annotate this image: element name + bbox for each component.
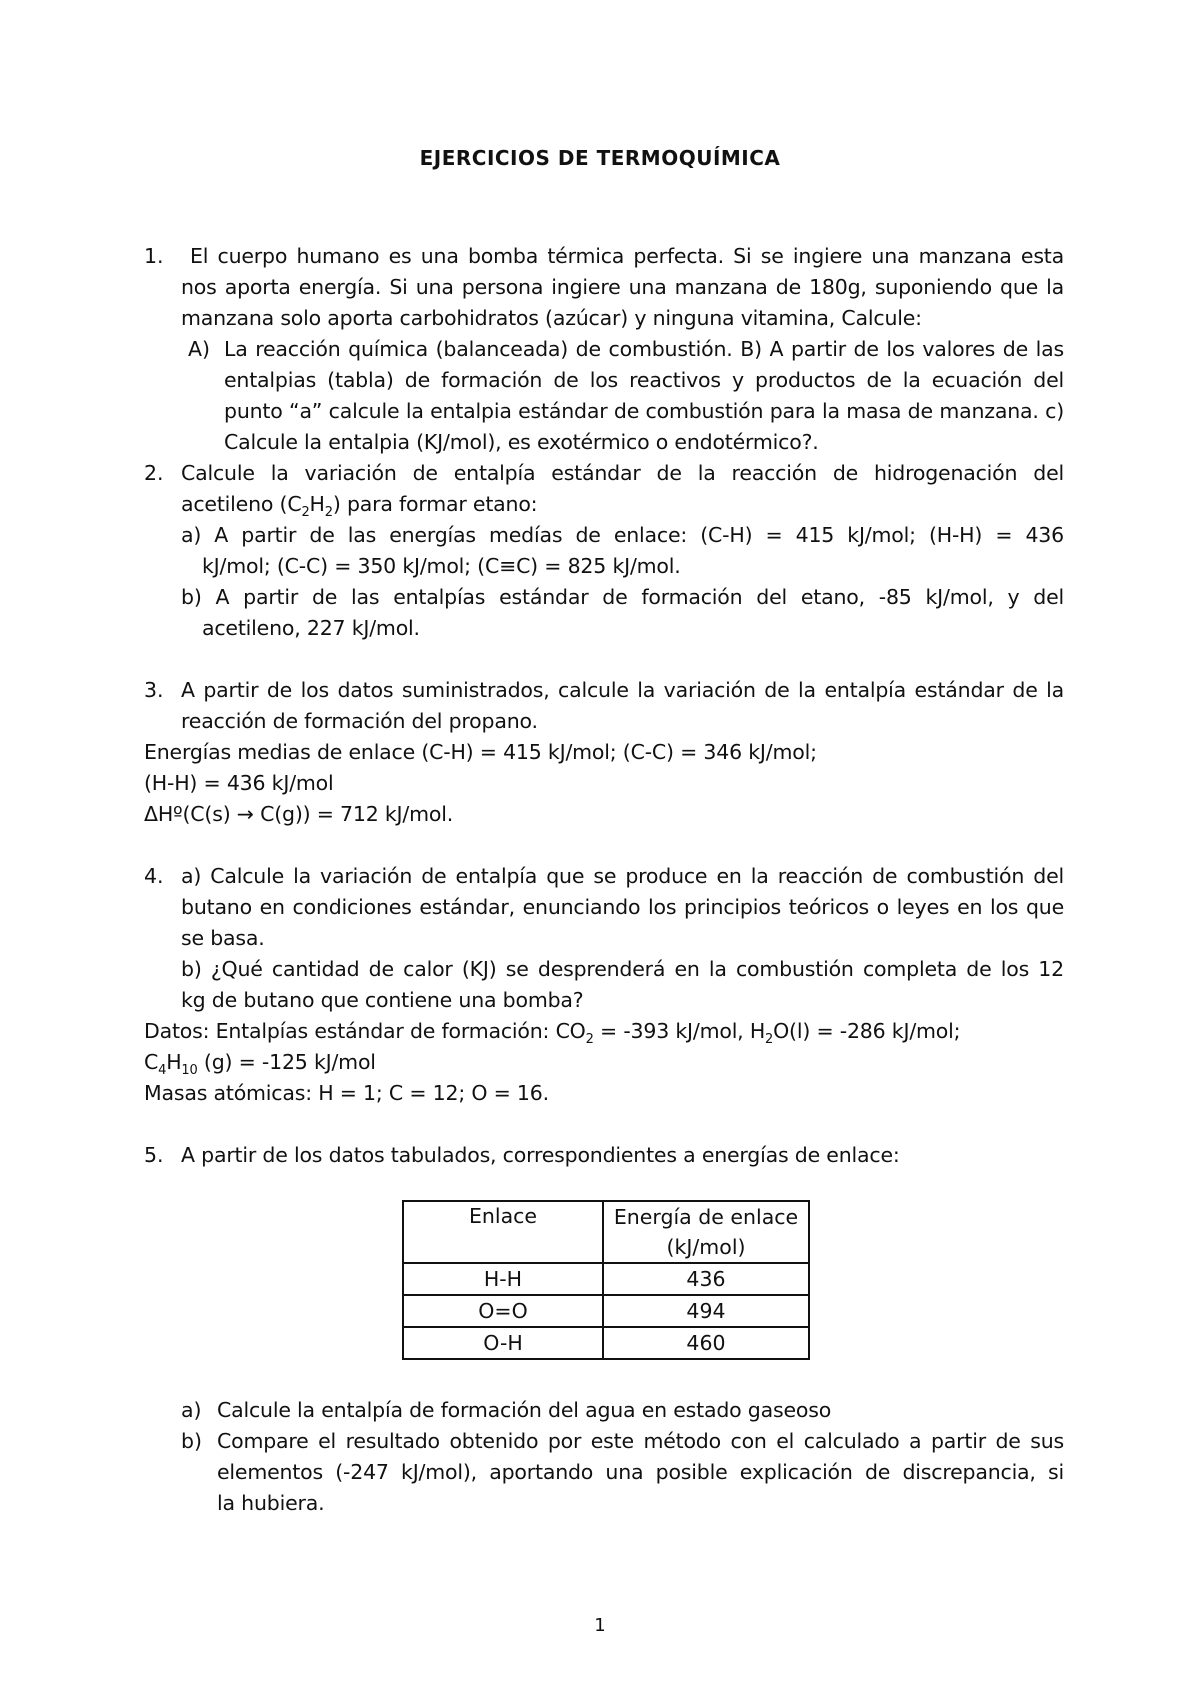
exercise-5b-line: la hubiera. xyxy=(217,1491,325,1515)
exercise-5-line: A partir de los datos tabulados, correspondientes a energías de enlace: xyxy=(181,1143,900,1167)
exercise-3-number: 3. xyxy=(144,678,164,702)
table-row xyxy=(403,1327,809,1359)
exercise-1-line: La reacción química (balanceada) de combustión. B) A partir de los valores de las xyxy=(224,337,1064,361)
exercise-1-line: punto “a” calcule la entalpia estándar de combustión para la masa de manzana. c) xyxy=(224,399,1064,423)
exercise-4-line: a) Calcule la variación de entalpía que se produce en la reacción de combustión del xyxy=(181,864,1064,888)
table-row xyxy=(403,1295,809,1327)
exercise-3-line: Energías medias de enlace (C-H) = 415 kJ/mol; (C-C) = 346 kJ/mol; xyxy=(144,740,817,764)
exercise-5b-line: elementos (-247 kJ/mol), aportando una posible explicación de discrepancia, si xyxy=(217,1460,1064,1484)
exercise-4-line: se basa. xyxy=(181,926,265,950)
exercise-5-number: 5. xyxy=(144,1143,164,1167)
table-cell: H-H xyxy=(403,1263,603,1295)
exercise-3-line: A partir de los datos suministrados, calcule la variación de la entalpía estándar de la xyxy=(181,678,1064,702)
table-header-cell: Enlace xyxy=(403,1201,603,1263)
exercise-1-line: El cuerpo humano es una bomba térmica perfecta. Si se ingiere una manzana esta xyxy=(190,244,1064,268)
exercise-3-line: reacción de formación del propano. xyxy=(181,709,538,733)
table-row xyxy=(403,1263,809,1295)
exercise-3-line: ΔHº(C(s) → C(g)) = 712 kJ/mol. xyxy=(144,802,454,826)
table-cell: 460 xyxy=(603,1327,809,1359)
exercise-2-line: Calcule la variación de entalpía estándar de la reacción de hidrogenación del xyxy=(181,461,1064,485)
page-title: EJERCICIOS DE TERMOQUÍMICA xyxy=(419,146,781,170)
exercise-5b-line: Compare el resultado obtenido por este método con el calculado a partir de sus xyxy=(217,1429,1064,1453)
page-number: 1 xyxy=(594,1615,606,1636)
exercise-5b-label: b) xyxy=(181,1429,203,1453)
exercise-5a-line: Calcule la entalpía de formación del agua en estado gaseoso xyxy=(217,1398,832,1422)
table-cell: 494 xyxy=(603,1295,809,1327)
table-cell: O=O xyxy=(403,1295,603,1327)
bond-energy-table xyxy=(402,1200,810,1360)
exercise-5a-label: a) xyxy=(181,1398,202,1422)
exercise-2a-line: a) A partir de las energías medías de enlace: (C-H) = 415 kJ/mol; (H-H) = 436 xyxy=(181,523,1064,547)
exercise-4-masas: Masas atómicas: H = 1; C = 12; O = 16. xyxy=(144,1081,549,1105)
exercise-1-sub-label: A) xyxy=(188,337,211,361)
exercise-4-butano: $C_4H_{10}$ (g) = -125 kJ/mol xyxy=(144,1050,376,1079)
exercise-1-line: Calcule la entalpia (KJ/mol), es exotérmico o endotérmico?. xyxy=(224,430,819,454)
exercise-2b-line: acetileno, 227 kJ/mol. xyxy=(202,616,420,640)
exercise-2-line: acetileno $(C_2H_2)$ para formar etano: xyxy=(181,492,538,521)
exercise-2b-line: b) A partir de las entalpías estándar de formación del etano, -85 kJ/mol, y del xyxy=(181,585,1064,609)
exercise-2a-line: kJ/mol; (C-C) = 350 kJ/mol; (C≡C) = 825 kJ/mol. xyxy=(202,554,681,578)
exercise-1-number: 1. xyxy=(144,244,164,268)
exercise-4-line: kg de butano que contiene una bomba? xyxy=(181,988,584,1012)
exercise-1-line: entalpias (tabla) de formación de los reactivos y productos de la ecuación del xyxy=(224,368,1064,392)
exercise-4-number: 4. xyxy=(144,864,164,888)
table-header-row xyxy=(403,1201,809,1263)
exercise-4-line: b) ¿Qué cantidad de calor (KJ) se desprenderá en la combustión completa de los 12 xyxy=(181,957,1064,981)
table-header-cell: Energía de enlace (kJ/mol) xyxy=(603,1201,809,1263)
exercise-1-line: manzana solo aporta carbohidratos (azúcar) y ninguna vitamina, Calcule: xyxy=(181,306,922,330)
table-cell: O-H xyxy=(403,1327,603,1359)
exercise-4-line: butano en condiciones estándar, enunciando los principios teóricos o leyes en los que xyxy=(181,895,1064,919)
exercise-4-datos: Datos: Entalpías estándar de formación: $CO_2 = -393$ kJ/mol, $H_2O(l) = -286$ kJ/mol; xyxy=(144,1019,961,1048)
exercise-3-line: (H-H) = 436 kJ/mol xyxy=(144,771,334,795)
exercise-2-number: 2. xyxy=(144,461,164,485)
exercise-1-line: nos aporta energía. Si una persona ingiere una manzana de 180g, suponiendo que la xyxy=(181,275,1064,299)
table-cell: 436 xyxy=(603,1263,809,1295)
